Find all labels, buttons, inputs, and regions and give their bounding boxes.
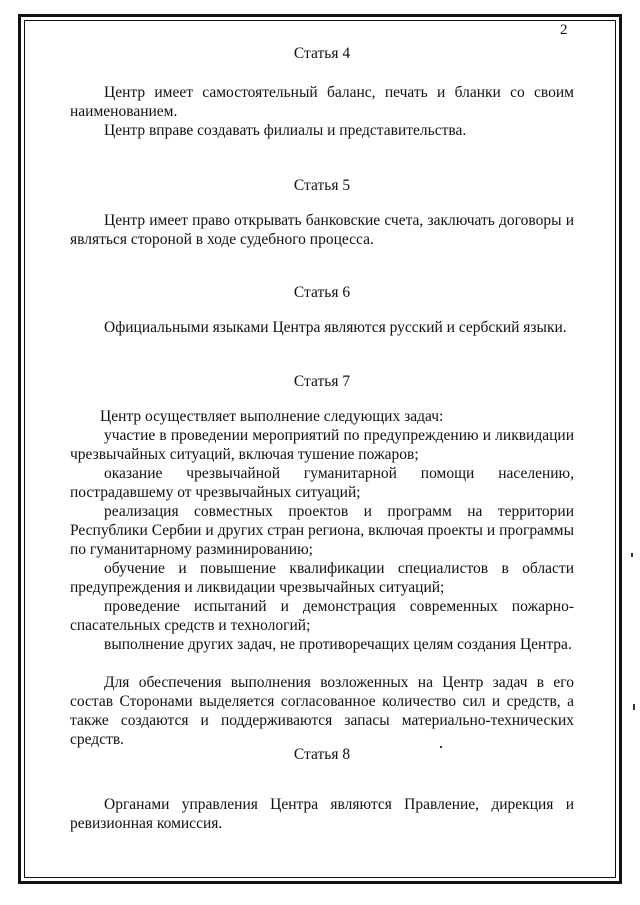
article-6-paragraph-1: Официальными языками Центра являются русский и сербский языки. (104, 319, 567, 336)
article-4-heading: Статья 4 (293, 45, 351, 62)
article-6-heading: Статья 6 (293, 284, 351, 301)
article-4-paragraph-2: Центр вправе создавать филиалы и представительства. (104, 122, 467, 139)
article-4-paragraph-1: Центр имеет самостоятельный баланс, печать и бланки со своим наименованием. (70, 84, 574, 120)
article-7-paragraph-3: оказание чрезвычайной гуманитарной помощи населению, пострадавшему от чрезвычайных ситуаций; (70, 465, 574, 501)
article-7-heading: Статья 7 (293, 373, 351, 390)
scan-speck (631, 553, 633, 557)
article-7-paragraph-2: участие в проведении мероприятий по предупреждению и ликвидации чрезвычайных ситуаций, включая тушение пожаров; (70, 427, 574, 463)
scan-speck (440, 746, 442, 748)
article-8-paragraph-1: Органами управления Центра являются Правление, дирекция и ревизионная комиссия. (70, 796, 574, 832)
scan-speck (633, 704, 635, 710)
article-7-paragraph-5: обучение и повышение квалификации специалистов в области предупреждения и ликвидации чрезвычайных ситуаций; (70, 560, 574, 596)
article-7-paragraph-4: реализация совместных проектов и программ на территории Республики Сербии и других стран региона, включая проекты и программы по гуманитарному разминированию; (70, 503, 574, 558)
article-7-paragraph-7: выполнение других задач, не противоречащих целям создания Центра. (104, 636, 572, 653)
page-number: 2 (560, 22, 568, 38)
article-5-paragraph-1: Центр имеет право открывать банковские счета, заключать договоры и являться стороной в ходе судебного процесса. (70, 212, 574, 248)
article-8-heading: Статья 8 (293, 746, 351, 763)
article-5-heading: Статья 5 (293, 177, 351, 194)
article-7-paragraph-8: Для обеспечения выполнения возложенных на Центр задач в его состав Сторонами выделяется согласованное количество сил и средств, а также создаются и поддерживаются запасы материально-технических средств. (70, 674, 574, 748)
article-7-paragraph-6: проведение испытаний и демонстрация современных пожарно-спасательных средств и технологий; (70, 598, 574, 634)
article-7-paragraph-1: Центр осуществляет выполнение следующих задач: (100, 408, 444, 425)
